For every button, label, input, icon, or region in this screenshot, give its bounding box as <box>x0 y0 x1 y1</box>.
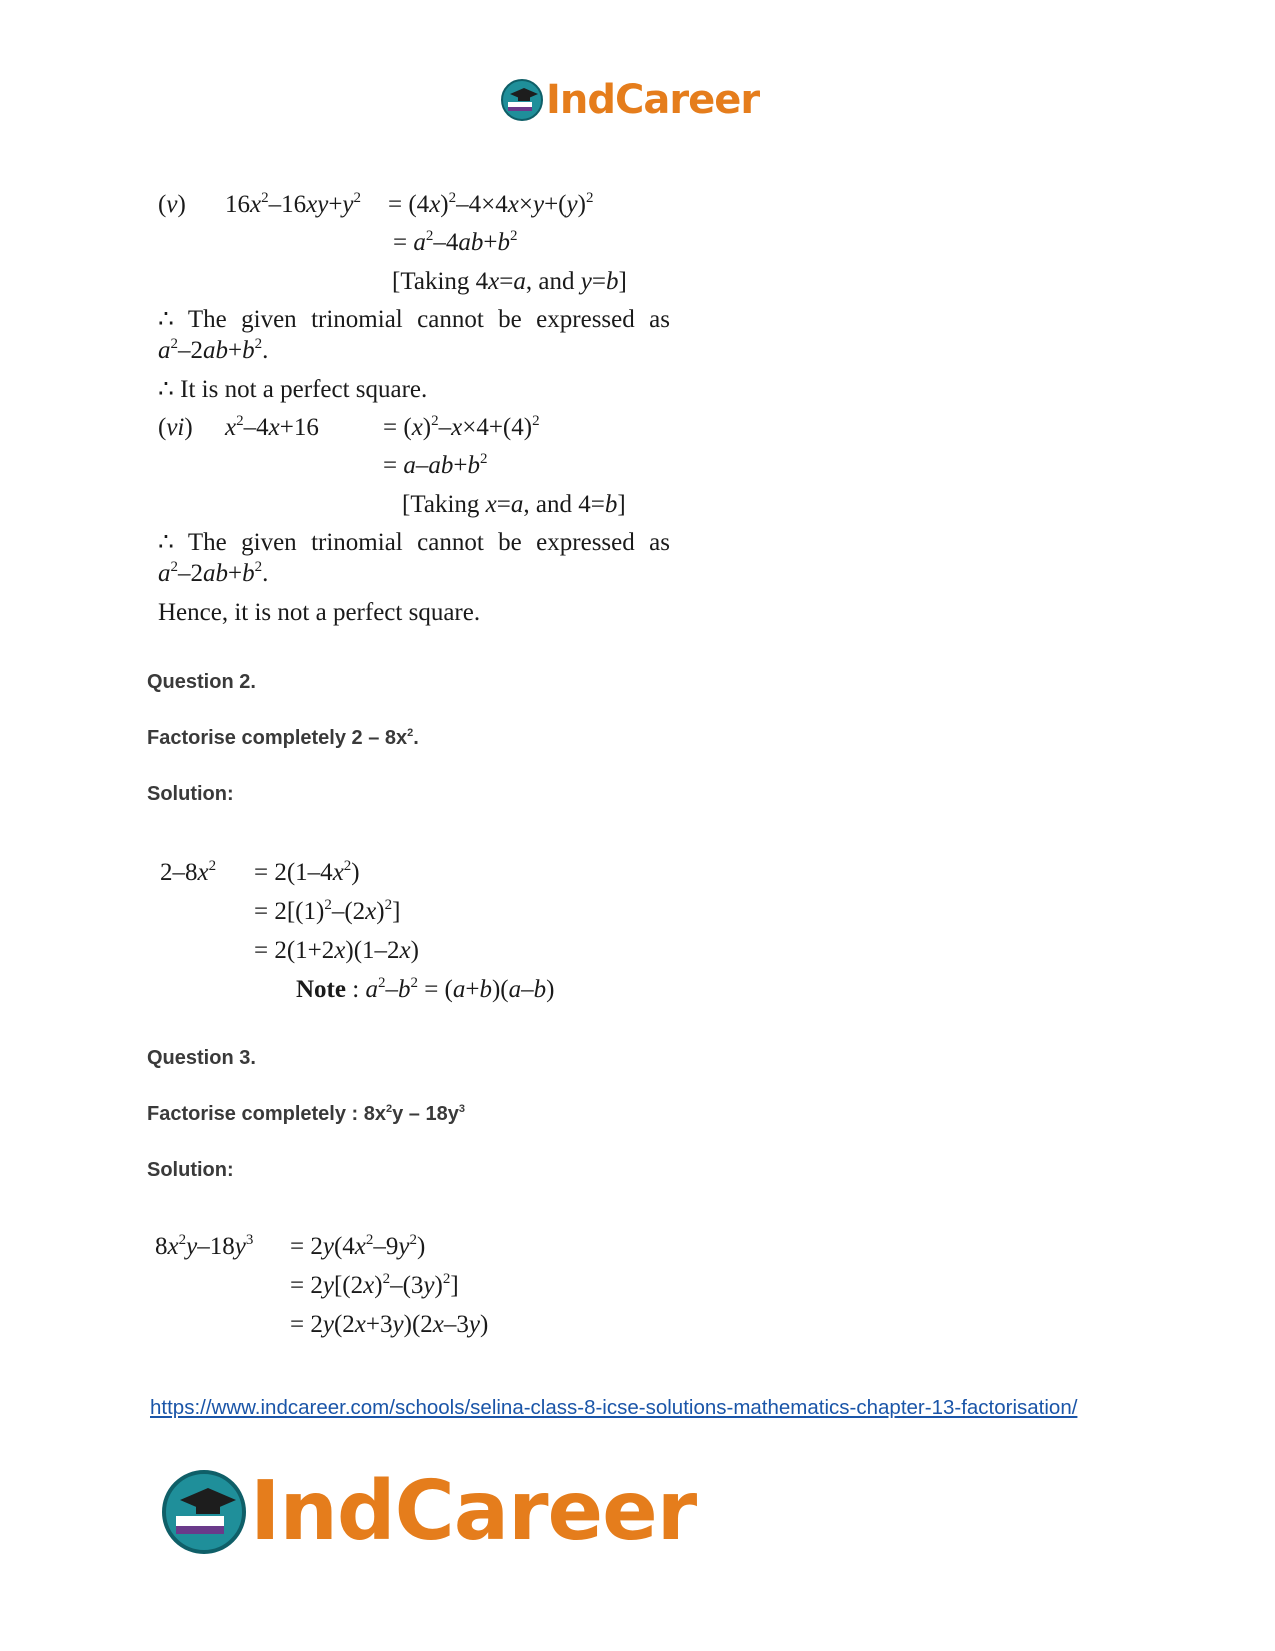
source-link[interactable]: https://www.indcareer.com/schools/selina-class-8-icse-solutions-mathematics-chapter-13-factorisation/ <box>150 1396 1078 1419</box>
question-3-step-1: = $2y(4x^2-9y^2)$ <box>290 1232 426 1260</box>
graduation-cap-book-icon <box>500 78 544 122</box>
part-v-conclusion-not-perfect: ∴ It is not a perfect square. <box>158 376 428 403</box>
question-3-heading: Question 3. <box>147 1047 256 1069</box>
question-3-solution-label: Solution: <box>147 1159 234 1181</box>
part-vi-taking-note: [Taking x=a, and 4=b] <box>402 491 626 518</box>
part-v-taking-note: [Taking 4x=a, and y=b] <box>392 268 627 295</box>
question-2-step-1: = $2(1-4x^2)$ <box>254 858 360 886</box>
part-v-conclusion-line-1: ∴ The given trinomial cannot be expressed as <box>158 306 670 333</box>
question-2-note: Note : $a^2-b^2 = (a+b)(a-b)$ <box>296 975 555 1003</box>
part-v-conclusion-line-2: $a^2-2ab+b^2$. <box>158 336 269 364</box>
brand-name: IndCareer <box>546 77 760 123</box>
brand-name: IndCareer <box>250 1464 697 1559</box>
part-v-step-2: = $a^2-4ab+b^2$ <box>393 228 518 256</box>
part-v-step-1: = $(4x)^2-4\times 4x\times y+(y)^2$ <box>388 190 594 218</box>
question-2-solution-label: Solution: <box>147 783 234 805</box>
part-vi-conclusion-not-perfect: Hence, it is not a perfect square. <box>158 599 481 626</box>
question-2-step-3: = 2(1+2x)(1–2x) <box>254 937 419 964</box>
part-vi-conclusion-line-1: ∴ The given trinomial cannot be expressed as <box>158 529 670 556</box>
part-vi-step-1: = $(x)^2-x\times 4+(4)^2$ <box>383 413 540 441</box>
part-vi-conclusion-line-2: $a^2-2ab+b^2$. <box>158 559 269 587</box>
question-3-step-2: = $2y[(2x)^2-(3y)^2]$ <box>290 1271 459 1299</box>
question-3-prompt: Factorise completely : $8x^2y - 18y^3$ <box>147 1103 465 1125</box>
question-2-prompt: Factorise completely $2 - 8x^2$. <box>147 727 419 749</box>
question-3-lhs: $8x^2y-18y^3$ <box>155 1232 254 1260</box>
part-vi-step-2: = $a-ab+b^2$ <box>383 451 488 479</box>
question-2-lhs: $2-8x^2$ <box>160 858 217 886</box>
question-2-step-2: = $2[(1)^2-(2x)^2]$ <box>254 897 401 925</box>
graduation-cap-book-icon <box>160 1468 248 1556</box>
part-v-lhs: $16x^2-16xy+y^2$ <box>225 190 362 218</box>
part-vi-lhs: $x^2-4x+16$ <box>225 413 319 441</box>
footer-logo <box>160 1464 697 1559</box>
part-vi-label: (vi) <box>158 414 193 441</box>
part-v-label: (v) <box>158 191 186 218</box>
header-logo <box>500 78 759 122</box>
question-3-step-3: = 2y(2x+3y)(2x–3y) <box>290 1311 489 1338</box>
question-2-heading: Question 2. <box>147 671 256 693</box>
